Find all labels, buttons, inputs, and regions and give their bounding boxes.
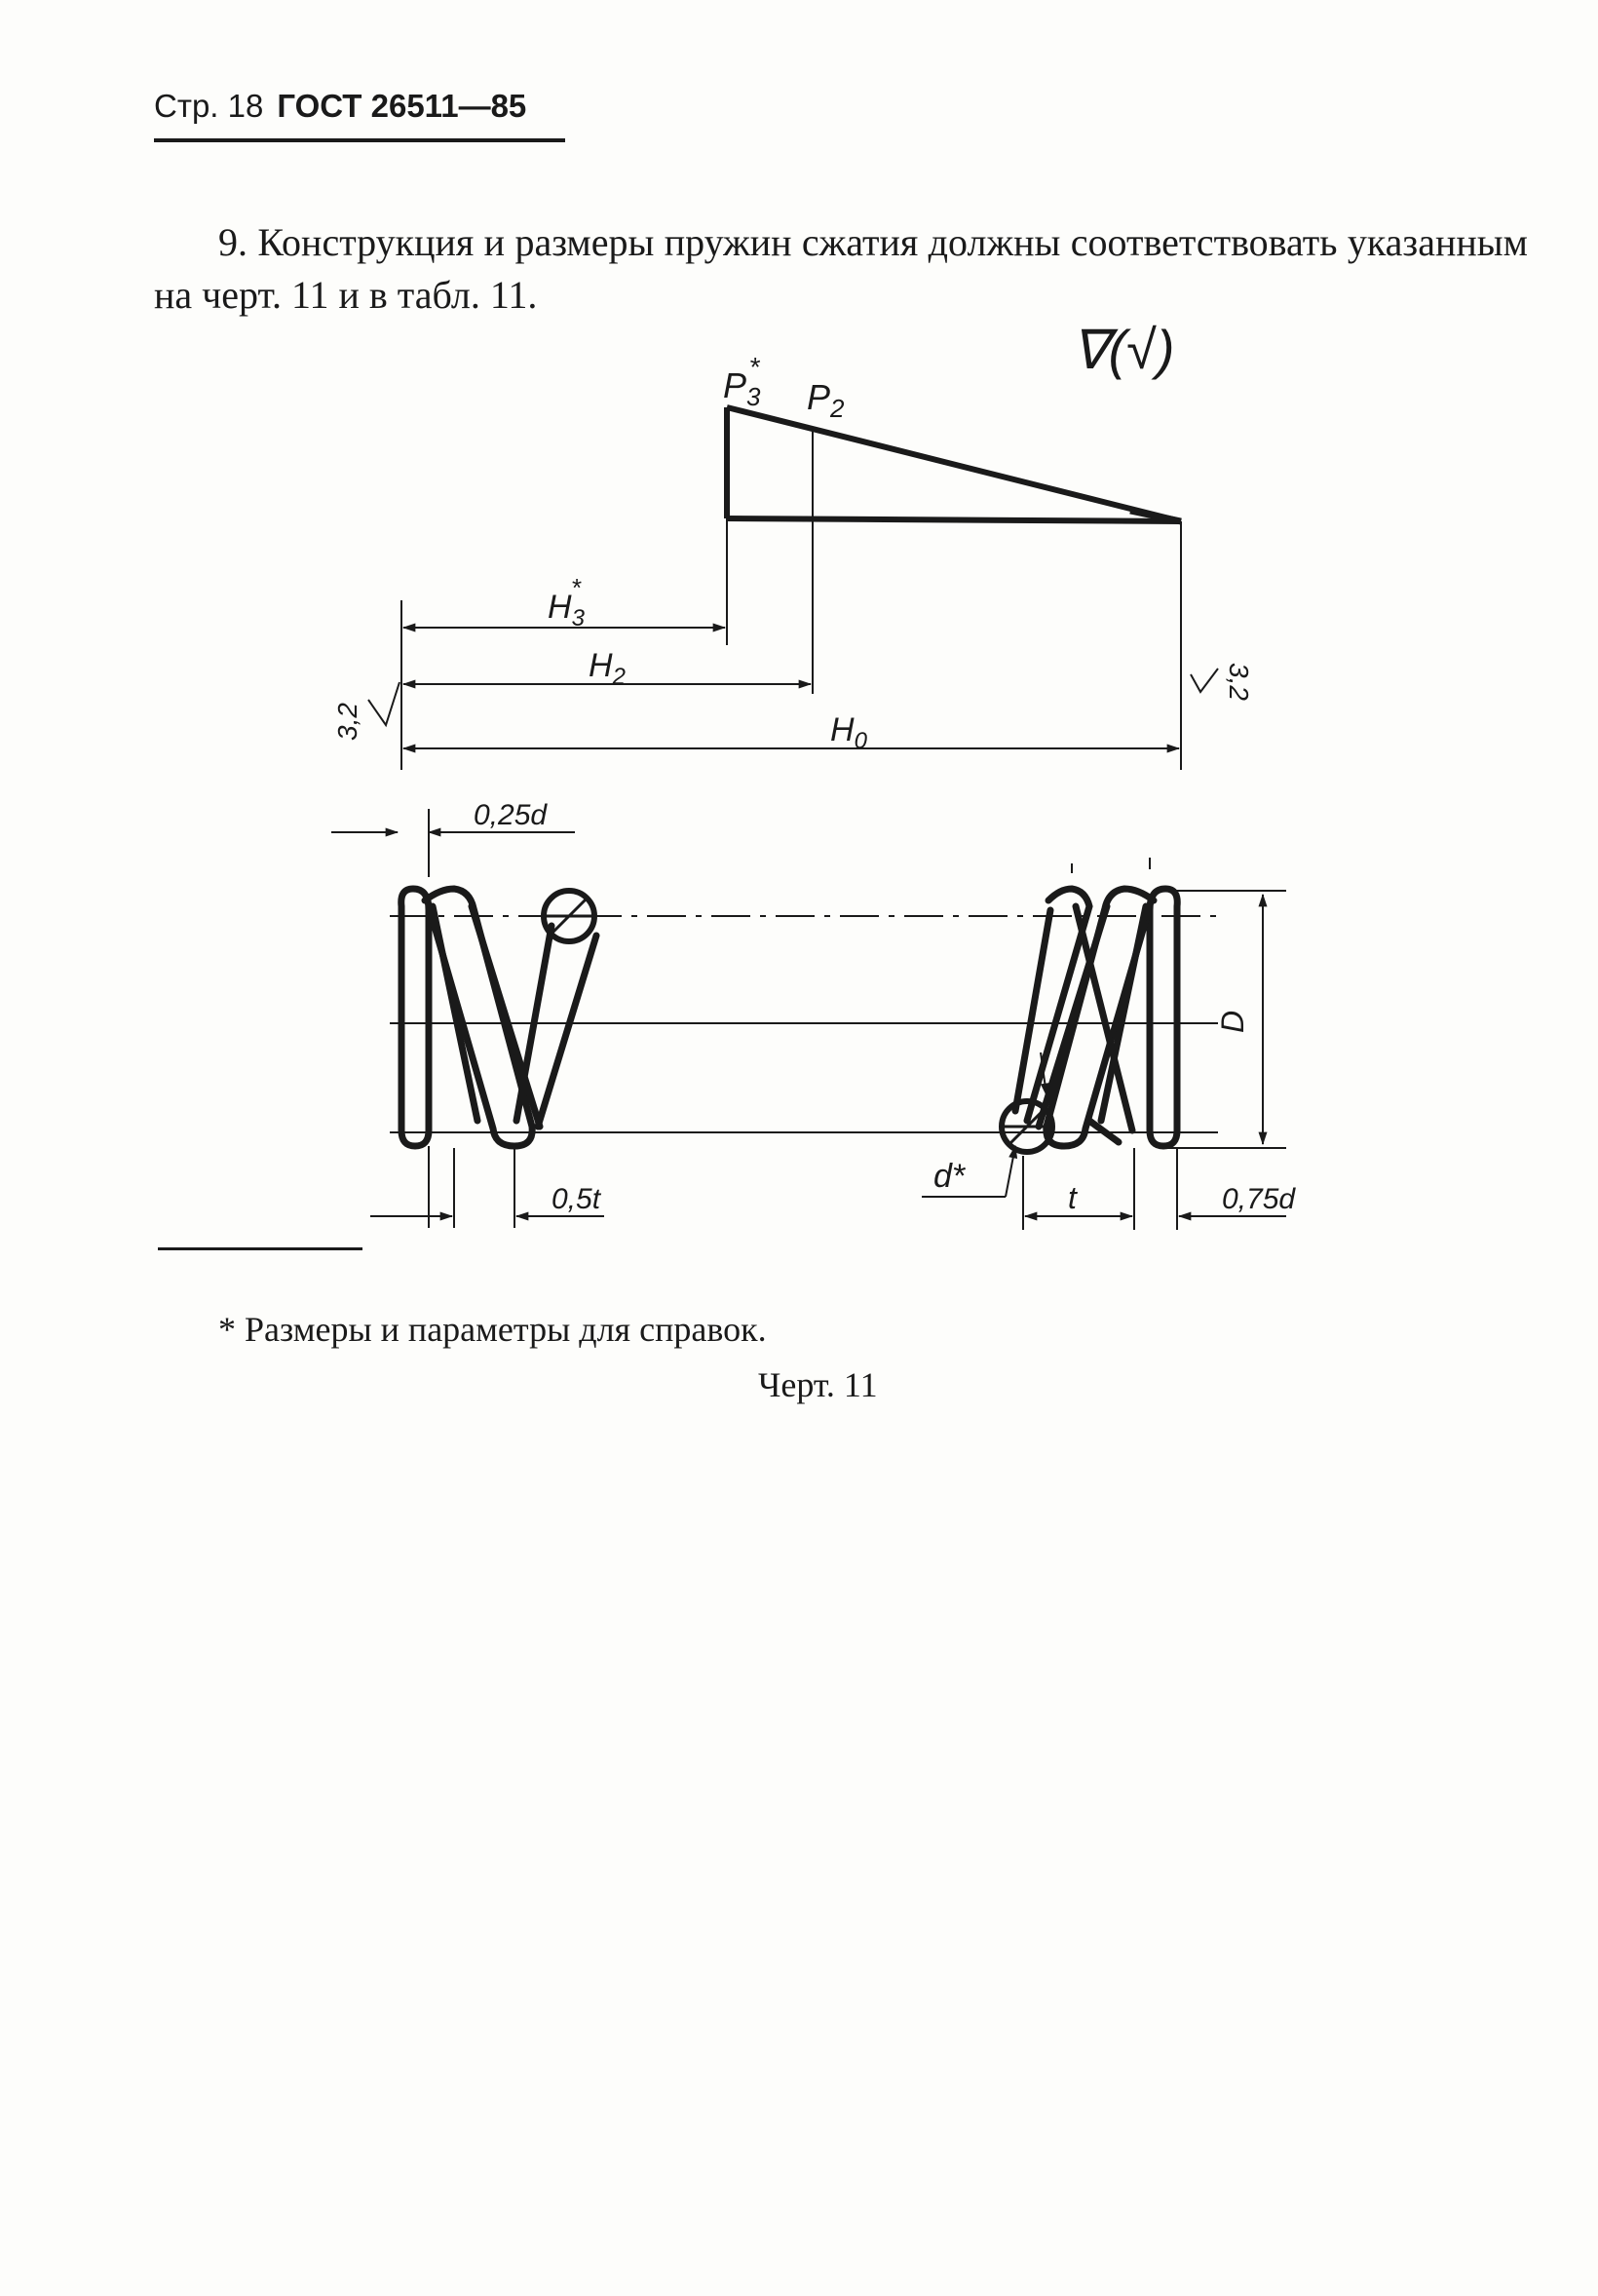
wire-diameter-label: d*	[933, 1158, 966, 1195]
roughness-symbol: ∇(√)	[1072, 319, 1175, 380]
end-gap-label: 0,75d	[1222, 1183, 1296, 1215]
left-wire-section	[544, 891, 594, 941]
roughness-right-value: 3,2	[1224, 663, 1254, 701]
footnote-rule	[158, 1247, 362, 1250]
height-dimensions	[403, 628, 1179, 748]
end-offset-label: 0,25d	[474, 799, 548, 831]
force-diagram	[401, 407, 1181, 770]
standard-number: ГОСТ 26511—85	[277, 88, 527, 124]
half-pitch-label: 0,5t	[552, 1183, 601, 1215]
pitch-label: t	[1068, 1180, 1077, 1215]
roughness-left-value: 3,2	[332, 703, 362, 741]
body-paragraph: 9. Конструкция и размеры пружин сжатия должны соответствовать указанным на черт. 11 и в табл. 11.	[154, 220, 1528, 317]
h0-label: $H_0$	[830, 711, 867, 754]
figure-caption: Черт. 11	[758, 1365, 878, 1404]
roughness-marks	[368, 669, 1218, 725]
footnote: * Размеры и параметры для справок.	[218, 1310, 767, 1349]
p2-label: $P_2$	[807, 377, 845, 423]
left-spring-end	[401, 889, 596, 1146]
h3-label: $H_3*$	[548, 573, 585, 631]
diameter-label: D	[1215, 1010, 1250, 1033]
p3-label: $P_3*$	[723, 352, 761, 411]
page-number: Стр. 18	[154, 88, 264, 124]
small-dimensions	[331, 809, 1286, 1230]
h2-label: $H_2$	[589, 647, 626, 690]
